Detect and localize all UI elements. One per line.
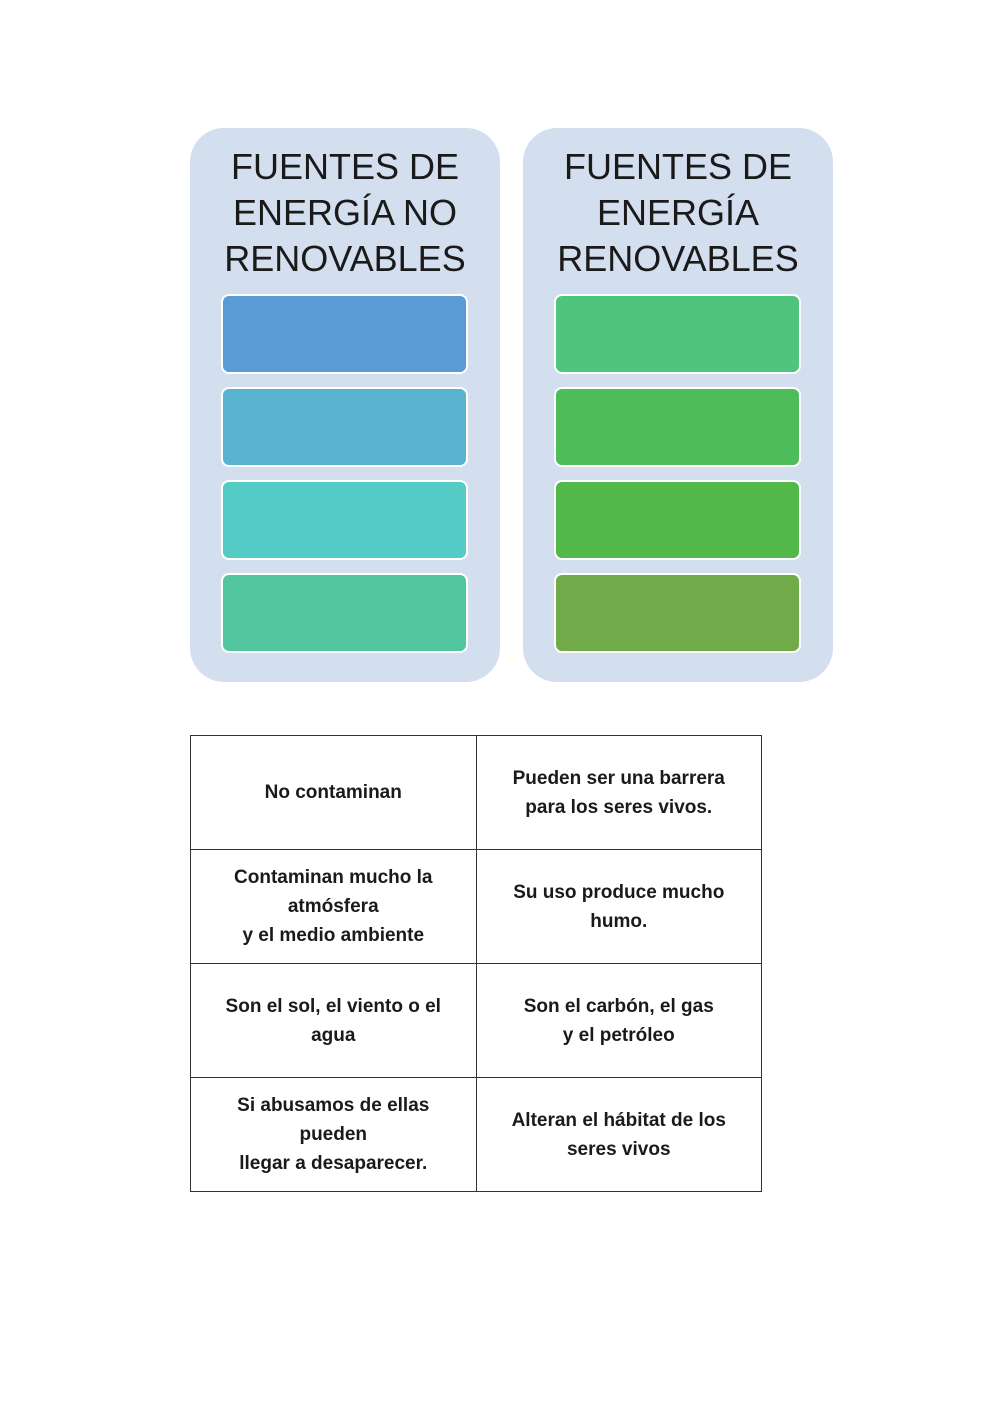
cards-row xyxy=(191,850,762,964)
non-renewable-drop-slot[interactable] xyxy=(221,294,468,374)
renewable-drop-slot[interactable] xyxy=(554,294,801,374)
non-renewable-drop-slot[interactable] xyxy=(221,573,468,653)
cards-row xyxy=(191,1078,762,1192)
statement-cards-grid xyxy=(190,735,762,1192)
statement-card[interactable]: Son el carbón, el gas y el petróleo xyxy=(476,964,762,1078)
cards-row xyxy=(191,736,762,850)
statement-card[interactable]: Alteran el hábitat de los seres vivos xyxy=(476,1078,762,1192)
statement-card[interactable]: Pueden ser una barrera para los seres vivos. xyxy=(476,736,762,850)
statement-card[interactable]: Son el sol, el viento o el agua xyxy=(191,964,477,1078)
cards-row xyxy=(191,964,762,1078)
statement-card[interactable]: Si abusamos de ellas pueden llegar a desaparecer. xyxy=(191,1078,477,1192)
renewable-drop-slot[interactable] xyxy=(554,573,801,653)
renewable-title: FUENTES DE ENERGÍA RENOVABLES xyxy=(557,146,799,279)
statement-card[interactable]: No contaminan xyxy=(191,736,477,850)
renewable-drop-slot[interactable] xyxy=(554,480,801,560)
statement-card[interactable]: Su uso produce mucho humo. xyxy=(476,850,762,964)
statement-card[interactable]: Contaminan mucho la atmósfera y el medio ambiente xyxy=(191,850,477,964)
renewable-drop-slot[interactable] xyxy=(554,387,801,467)
non-renewable-panel xyxy=(190,128,500,682)
renewable-panel xyxy=(523,128,833,682)
non-renewable-drop-slot[interactable] xyxy=(221,387,468,467)
non-renewable-drop-slot[interactable] xyxy=(221,480,468,560)
non-renewable-title: FUENTES DE ENERGÍA NO RENOVABLES xyxy=(224,146,466,279)
